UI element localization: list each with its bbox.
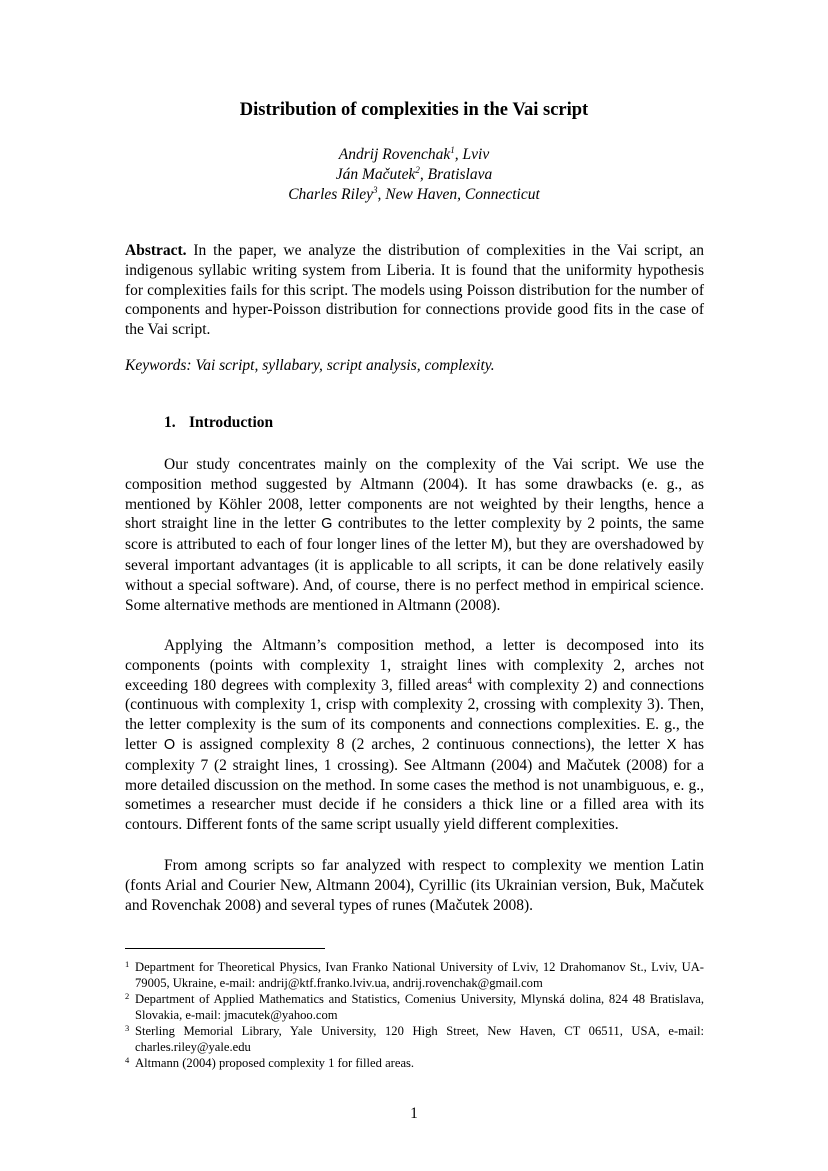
- footnote-divider: [125, 948, 325, 949]
- footnote-marker[interactable]: 2: [415, 165, 420, 175]
- footnote-marker[interactable]: 3: [373, 185, 378, 195]
- abstract: [125, 241, 704, 340]
- footnote-text: Department for Theoretical Physics, Ivan Franko National University of Lviv, 12 Drahomanov St., Lviv, UA-79005, Ukraine, e-mail: andrij@ktf.franko.lviv.ua, andrij.rovenchak@gmail.com: [135, 960, 704, 990]
- author-list: [0, 145, 828, 205]
- paragraph-text: with complexity 2) and connections (continuous with complexity 1, crisp with complexity 2, crossing with complexity 3). Then, the letter complexity is the sum of its components and connections complexities. E. g., the letter: [125, 676, 704, 753]
- footnote-text: Department of Applied Mathematics and Statistics, Comenius University, Mlynská dolina, 824 48 Bratislava, Slovakia, e-mail: jmacutek@yahoo.com: [135, 992, 704, 1022]
- footnote-text: Sterling Memorial Library, Yale University, 120 High Street, New Haven, CT 06511, USA, e-mail: charles.riley@yale.edu: [135, 1024, 704, 1054]
- footnote-number: 2: [125, 991, 130, 1001]
- footnote-number: 1: [125, 959, 130, 969]
- author-name: Ján Mačutek: [335, 166, 416, 183]
- abstract-text: In the paper, we analyze the distribution of complexities in the Vai script, an indigenous syllabic writing system from Liberia. It is found that the uniformity hypothesis for complexities fails for this script. The models using Poisson distribution for the number of components and hyper-Poisson distribution for connections provide good fits in the case of the Vai script.: [125, 242, 704, 339]
- author-name: Andrij Rovenchak: [338, 146, 451, 163]
- author-affiliation: , Lviv: [454, 146, 490, 163]
- paragraph: [125, 455, 704, 615]
- paragraph: From among scripts so far analyzed with respect to complexity we mention Latin (fonts Arial and Courier New, Altmann 2004), Cyrillic (its Ukrainian version, Buk, Mačutek and Rovenchak 2008) and several types of runes (Mačutek 2008).: [125, 857, 704, 914]
- example-letter: G: [321, 516, 333, 533]
- example-letter: X: [666, 736, 677, 753]
- footnote: [125, 959, 704, 991]
- author-affiliation: , Bratislava: [419, 166, 493, 183]
- footnote-marker[interactable]: 1: [450, 145, 455, 155]
- paragraph-text: Our study concentrates mainly on the complexity of the Vai script. We use the composition method suggested by Altmann (2004). It has some drawbacks (e. g., as mentioned by Köhler 2008, letter components are not weighted by their lengths, hence a short straight line in the letter: [125, 456, 704, 533]
- author-name: Charles Riley: [288, 186, 374, 203]
- footnote-number: 3: [125, 1023, 130, 1033]
- paragraph-text: ), but they are overshadowed by several important advantages (it is applicable to all scripts, it can be done relatively easily without a special software). And, of course, there is no perfect method in empirical science. Some alternative methods are mentioned in Altmann (2008).: [125, 536, 704, 614]
- paragraph: [125, 636, 704, 835]
- keywords: Keywords: Vai script, syllabary, script analysis, complexity.: [125, 357, 495, 374]
- footnotes: [125, 959, 704, 1071]
- footnote-marker[interactable]: 4: [467, 675, 472, 686]
- footnote: [125, 991, 704, 1023]
- author-line: [0, 165, 828, 185]
- paragraph-text: Applying the Altmann’s composition method, a letter is decomposed into its components (points with complexity 1, straight lines with complexity 2, arches not exceeding 180 degrees with complexity 3, filled areas: [125, 637, 704, 694]
- footnote-number: 4: [125, 1055, 130, 1065]
- abstract-label: Abstract.: [125, 242, 187, 259]
- section-heading: [164, 414, 273, 432]
- author-line: [0, 185, 828, 205]
- example-letter: O: [163, 736, 176, 753]
- author-line: [0, 145, 828, 165]
- paragraph-text: contributes to the letter complexity by 2 points, the same score is attributed to each of four longer lines of the letter: [125, 515, 704, 554]
- footnote: [125, 1055, 704, 1071]
- paper-title: Distribution of complexities in the Vai script: [239, 100, 589, 120]
- page-number: 1: [410, 1105, 418, 1122]
- section-title: Introduction: [189, 414, 274, 431]
- author-affiliation: , New Haven, Connecticut: [377, 186, 540, 203]
- example-letter: M: [490, 537, 503, 554]
- paragraph-text: has complexity 7 (2 straight lines, 1 crossing). See Altmann (2004) and Mačutek (2008) for a more detailed discussion on the method. In some cases the method is not unambiguous, e. g., sometimes a researcher must decide if he considers a thick line or a filled area with its contours. Different fonts of the same script usually yield different complexities.: [125, 735, 704, 834]
- paragraph-text: is assigned complexity 8 (2 arches, 2 continuous connections), the letter: [175, 735, 667, 753]
- footnote-text: Altmann (2004) proposed complexity 1 for filled areas.: [135, 1056, 415, 1070]
- section-number: 1.: [164, 414, 176, 431]
- footnote: [125, 1023, 704, 1055]
